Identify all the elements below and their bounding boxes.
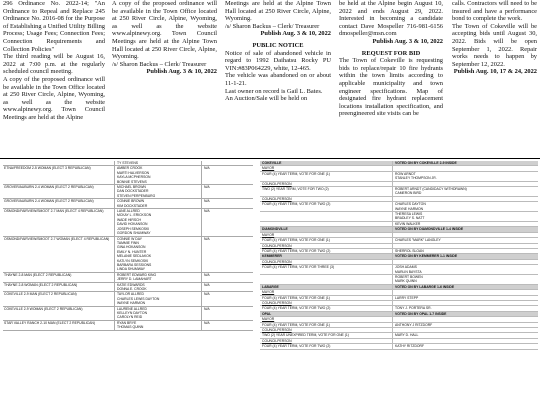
office-label: FOUR (4) YEAR TERM, VOTE FOR TWO (2) (262, 306, 331, 311)
candidate-name: KELLEYN DAYTON (117, 311, 148, 315)
candidate-name: RYAN BRYE (117, 320, 137, 325)
office-label: DIAMONDVILLE (262, 227, 288, 232)
notice-body: An Auction/Sale will be held on (225, 95, 308, 103)
candidate-list (392, 172, 538, 181)
ordinance-copy-text: A copy of the proposed ordinance will be available in the Town Office located at 250 River Circle, Alpine, Wyoming, as well as the website www.alpinewy.org. Town Council Meetings are held at the Alpine Town Hall located at 250 River Circle, Alpine, Wyoming. (112, 0, 217, 61)
candidate-name: CHARLES DAYTON (395, 202, 426, 207)
table-row (3, 166, 253, 185)
candidate-name: VOTED ON BY KEMMERER 1-1 INSIDE (395, 254, 458, 259)
candidate-list (392, 312, 538, 316)
candidate-name: DONNA E. CROOK (117, 286, 147, 291)
office-label: MAYOR (262, 290, 275, 295)
result-value: N/A (201, 307, 253, 320)
notice-column-2 (112, 0, 217, 156)
candidate-list (392, 166, 538, 170)
candidate-name: BARBARA SESSIONS (117, 262, 152, 267)
table-row (3, 307, 253, 321)
table-row (260, 172, 538, 182)
candidate-list (392, 333, 538, 337)
office-label: MAYOR (262, 232, 275, 237)
office-label: COUNCILPERSON (262, 300, 292, 305)
candidate-list (114, 283, 201, 292)
office-label (260, 275, 392, 284)
notice-heading: REQUEST FOR BID (361, 49, 421, 57)
office-label: FOUR (4) YEAR TERM, VOTE FOR ONE (1) (262, 238, 330, 243)
candidate-name: STANLEY THOMPSON JR. (395, 176, 437, 181)
candidate-name: TY STEVENS (117, 161, 139, 165)
candidate-name: THERESA LEWIS (395, 212, 423, 217)
candidate-name: TAMMIE FINN (117, 240, 139, 245)
office-label: FOUR (4) YEAR TERM, VOTE FOR THREE (3) (262, 265, 334, 270)
candidate-list (114, 209, 201, 235)
notice-column-3 (225, 0, 331, 156)
race-name (3, 161, 114, 165)
result-value (201, 161, 253, 165)
table-row (260, 344, 538, 349)
candidate-list (392, 197, 538, 201)
candidate-name: KATIE EDWARDS (117, 282, 145, 287)
office-label (260, 212, 392, 221)
office-label: COUNCILPERSON (262, 328, 292, 332)
candidate-list (392, 296, 538, 300)
candidate-list (392, 328, 538, 332)
result-value: N/A (201, 199, 253, 208)
table-row (3, 292, 253, 306)
office-label: FOUR (4) YEAR TERM, VOTE FOR ONE (1) (262, 295, 330, 300)
result-value: N/A (201, 185, 253, 198)
candidate-name: JOSEPH SEMKOSKI (117, 226, 150, 231)
candidate-list (114, 307, 201, 320)
candidate-name: DAN DOCKSTADER (117, 189, 149, 194)
table-row (3, 273, 253, 283)
candidate-list (392, 161, 538, 165)
election-results (0, 158, 540, 401)
candidate-name: JOSH ADAMS (395, 265, 417, 270)
candidate-name: ROBERT EDWARD KING (117, 272, 157, 277)
candidate-name: EMILY N. HUNTER (117, 249, 147, 254)
table-row (3, 185, 253, 199)
result-value: N/A (201, 283, 253, 292)
candidate-name: CONNIE BROWN (117, 199, 145, 204)
office-label: FOUR (4) YEAR TERM, VOTE FOR ONE (1) (262, 322, 330, 327)
candidate-list (392, 249, 538, 253)
candidate-name: MARTI HALVERSON (117, 170, 150, 175)
meeting-text: Meetings are held at the Alpine Town Hall located at 250 River Circle, Alpine, Wyoming. (225, 0, 331, 23)
candidate-name: VOTED ON BY LABARGE 1-6 INSIDE (395, 284, 455, 289)
candidate-name: BONNIE STEVENS (117, 179, 147, 184)
precinct-committee-table (3, 161, 253, 331)
candidate-name: AMBER CROOK (117, 166, 143, 171)
candidate-name: JERRY D. LAMAHART (117, 277, 152, 282)
office-label: MAYOR (262, 317, 275, 322)
candidate-name: CHARLES "MARK" LANGLEY (395, 238, 441, 243)
office-label: COUNCILPERSON (262, 338, 292, 343)
office-label: MAYOR (262, 166, 275, 171)
race-name: COKEVILLE 2-9 MAN (ELECT 2 REPUBLICAN) (4, 292, 77, 297)
candidate-list (392, 344, 538, 348)
office-label: COUNCILPERSON (262, 196, 292, 201)
candidate-name: WAYNE HARMON (395, 206, 424, 211)
table-row (260, 187, 538, 197)
result-value: N/A (201, 273, 253, 282)
result-value: N/A (201, 209, 253, 235)
candidate-name: KATLYN SEMKOSKI (117, 258, 149, 263)
office-label: TWO (2) YEAR UNEXPIRED TERM, VOTE FOR ONE (1) (262, 333, 349, 338)
office-label: OPAL (262, 311, 272, 316)
candidate-list (392, 244, 538, 248)
candidate-name: KEVIN WALKER (395, 221, 421, 226)
notice-heading: PUBLIC NOTICE (252, 41, 304, 49)
candidate-name: MCKAY L. ERICKSON (117, 213, 152, 218)
candidate-list (114, 273, 201, 282)
office-label: FOUR (4) YEAR TERM, VOTE FOR TWO (2) (262, 344, 331, 349)
candidate-name: ROBERT BOWEN (395, 274, 423, 279)
signature: /s/ Sharon Backus – Clerk/ Treasurer (112, 60, 207, 68)
candidate-list (114, 161, 201, 165)
candidate-list (392, 238, 538, 242)
candidate-name: ROW ARNDT (395, 171, 416, 176)
office-label: COUNCILPERSON (262, 181, 292, 186)
race-name: COKEVILLE 2-9 WOMAN (ELECT 2 REPUBLICAN) (4, 306, 83, 311)
office-label: FOUR (4) YEAR TERM, VOTE FOR ONE (1) (262, 171, 330, 176)
candidate-name: CONNIE W DAY (117, 236, 142, 241)
office-label: FOUR (4) YEAR TERM, VOTE FOR TWO (2) (262, 248, 331, 253)
candidate-name: VOTED ON BY DIAMONDVILLE 1-4 INSIDE (395, 227, 464, 232)
office-label: COUNCILPERSON (262, 243, 292, 248)
table-row (3, 283, 253, 293)
race-name: OSMOND/FAIRVIEW/SMOOT 2-7 WOMAN (ELECT 4 REPUBLICAN) (4, 236, 110, 241)
table-row (260, 202, 538, 212)
candidate-name: LANE ALLRED (117, 209, 140, 214)
notice-body: The vehicle was abandoned on or about 11-1-21. (225, 72, 331, 87)
notice-column-5 (452, 0, 537, 156)
candidate-name: WAYNE HARMON (117, 301, 146, 306)
notice-body: Last owner on record is Gail L. Bates. (225, 87, 323, 95)
race-name: THAYNE 2-8 WOMAN (ELECT 2 REPUBLICAN) (4, 282, 78, 287)
candidate-name: GINA HOKANSON (117, 245, 146, 250)
candidate-list (392, 260, 538, 264)
candidate-list (392, 182, 538, 186)
candidate-list (392, 202, 538, 211)
result-value: N/A (201, 321, 253, 330)
notice-body: Notice of sale of abandoned vehicle in regard to 1992 Daihatsu Rocky PU VIN:#83P064229, white, 12-465. (225, 49, 331, 72)
result-value: N/A (201, 166, 253, 184)
result-value: N/A (201, 237, 253, 272)
candidate-name: CHARLES LEWIS DAYTON (117, 296, 160, 301)
office-label: TWO (2) YEAR TERM, VOTE FOR TWO (2) (262, 187, 329, 192)
candidate-name: TAYLOR ALLRED (117, 292, 145, 297)
candidate-list (392, 301, 538, 305)
candidate-list (114, 237, 201, 272)
office-label: COUNCILPERSON (262, 259, 292, 264)
candidate-list (392, 306, 538, 310)
table-row (3, 209, 253, 236)
candidate-name: KAYLA MCPHERSON (117, 175, 151, 180)
publish-dates: Publish Aug. 3 & 10, 2022 (146, 68, 217, 76)
candidate-name: LARRY STEPP (395, 295, 419, 300)
candidate-name: BRADLEY S. NATT (395, 216, 425, 221)
candidate-name: MARY D. HALL (395, 333, 419, 338)
race-name: STAR VALLEY RANCH 2-10 MAN (ELECT 2 REPUBLICAN) (4, 320, 95, 325)
table-row (3, 199, 253, 209)
candidate-name: MICHAEL BROWN (117, 185, 146, 190)
candidate-name: MELANIE SEDLAKOK (117, 254, 152, 259)
candidate-name: CAROLYN REID (117, 315, 143, 320)
candidate-list (392, 317, 538, 321)
candidate-list (392, 187, 538, 196)
candidate-list (392, 339, 538, 343)
third-reading-text: The third reading will be August 16, 2022 at 7:00 p.m. at the regularly scheduled council meeting. (3, 53, 105, 76)
candidate-list (392, 275, 538, 284)
candidate-list (392, 233, 538, 237)
publish-dates: Publish Aug. 3 & 10, 2022 (372, 37, 443, 45)
candidate-name: DAVID HOKANSON (117, 222, 148, 227)
office-label: FOUR (4) YEAR TERM, VOTE FOR TWO (2) (262, 202, 331, 207)
publish-dates: Publish Aug. 10, 17 & 24, 2022 (453, 68, 537, 76)
notice-column-4 (339, 0, 443, 156)
candidate-name: ANTHONY J RITZDORF (395, 322, 433, 327)
candidate-name: MARLIN BAYSTA (395, 269, 422, 274)
municipal-races-table (260, 161, 538, 350)
office-label: LABARGE (262, 284, 279, 289)
notice-body: The Town of Cokeville is requesting bids to replace/repair 10 fire hydrants within the town limits according to applicable municipality and town engineer specifications. Map of designated fire hydrant replacement locations installation specification, and preengineered site visits can be (339, 57, 443, 118)
race-name: GROVER/AUBURN 2-4 WOMAN (ELECT 2 REPUBLICAN) (4, 185, 94, 190)
race-name: OSMOND/FAIRVIEW/SMOOT 2-7 MAN (ELECT 4 REPUBLICAN) (4, 209, 104, 214)
candidate-name: WADE HIRSCH (117, 217, 141, 222)
candidate-name: VOTED ON BY OPAL 1-7 INSIDE (395, 311, 447, 316)
table-row (3, 237, 253, 273)
candidate-list (114, 292, 201, 305)
candidate-name: KATHY RITZDORF (395, 344, 425, 349)
candidate-list (392, 265, 538, 274)
ordinance-copy-text: A copy of the proposed ordinance will be available in the Town Office located at 250 River Circle, Alpine, Wyoming, as well as the website www.alpinewy.org. Town Council Meetings are held at the Alpine (3, 75, 105, 121)
result-value: N/A (201, 292, 253, 305)
legal-notices (0, 0, 540, 156)
candidate-list (392, 285, 538, 289)
table-row (260, 265, 538, 275)
table-row (260, 212, 538, 222)
notice-body: The Town of Cokeville will be accepting bids until August 30, 2022. Bids will be open September 1, 2022. Repair works needs to happen by September 12, 2022. (452, 22, 537, 68)
candidate-list (392, 212, 538, 221)
candidate-name: GORDON SHUMWAY (117, 231, 151, 236)
table-row (260, 275, 538, 285)
candidate-name: SHERROL SLOAN (395, 248, 424, 253)
notice-column-1 (3, 0, 105, 156)
ordinance-text: 296 Ordinance No. 2022-14; "An Ordinance to Repeal and Replace 245 Ordinance No. 2016-08 for the Purpose of Establishing a Unified Utility Billing Process; Usage Fees; Connection Fees; Connection Requirements and Collection Policies" (3, 0, 105, 53)
candidate-list (392, 222, 538, 226)
candidate-name: ROBERT ARNDT (CANDIDACY WITHDRAWN) (395, 187, 467, 192)
candidate-name: LAURENE ALLRED (117, 306, 147, 311)
candidate-name: VOTED ON BY COKEVILLE 2-9 INSIDE (395, 161, 457, 165)
candidate-list (114, 166, 201, 184)
race-name: THAYNE 2-8 MAN (ELECT 2 REPUBLICAN) (4, 272, 72, 277)
candidate-name: TONY J. PORTERA SR. (395, 306, 432, 311)
candidate-list (114, 321, 201, 330)
candidate-list (392, 254, 538, 258)
candidate-list (114, 185, 201, 198)
office-label: COKEVILLE (262, 161, 282, 165)
notice-body: calls. Contractors will need to be insured and have a performance bond to complete the work. (452, 0, 537, 23)
office-label: KEMMERER (262, 254, 282, 259)
race-name: ETNA/FREEDOM 2-5 WOMAN (ELECT 3 REPUBLICAN) (4, 166, 91, 171)
office-label (260, 222, 392, 226)
candidate-name: CAMERON BIRD (395, 191, 422, 196)
candidate-name: KIM DOCKSTADER (117, 203, 148, 208)
signature: /s/ Sharon Backus – Clerk/ Treasurer (225, 22, 320, 30)
race-name: GROVER/AUBURN 2-4 WOMAN (ELECT 2 REPUBLICAN) (4, 199, 94, 204)
candidate-name: MARK QUINN (395, 279, 417, 284)
candidate-name: LINDA SHUMWAY (117, 267, 146, 272)
table-row (3, 321, 253, 331)
candidate-text: be held at the Alpine begin August 10, 2022 and ends August 29, 2022. Interested in becoming a candidate contact Dave Mospeller 716-981-6156 dmospeller@msn.com (339, 0, 443, 38)
candidate-name: STEVEN PERPENBURG (117, 193, 156, 198)
candidate-list (114, 199, 201, 208)
candidate-list (392, 290, 538, 294)
candidate-list (392, 227, 538, 231)
candidate-list (392, 323, 538, 327)
publish-dates: Publish Aug. 3 & 10, 2022 (260, 30, 331, 38)
candidate-name: THOMAS QUINN (117, 325, 144, 330)
